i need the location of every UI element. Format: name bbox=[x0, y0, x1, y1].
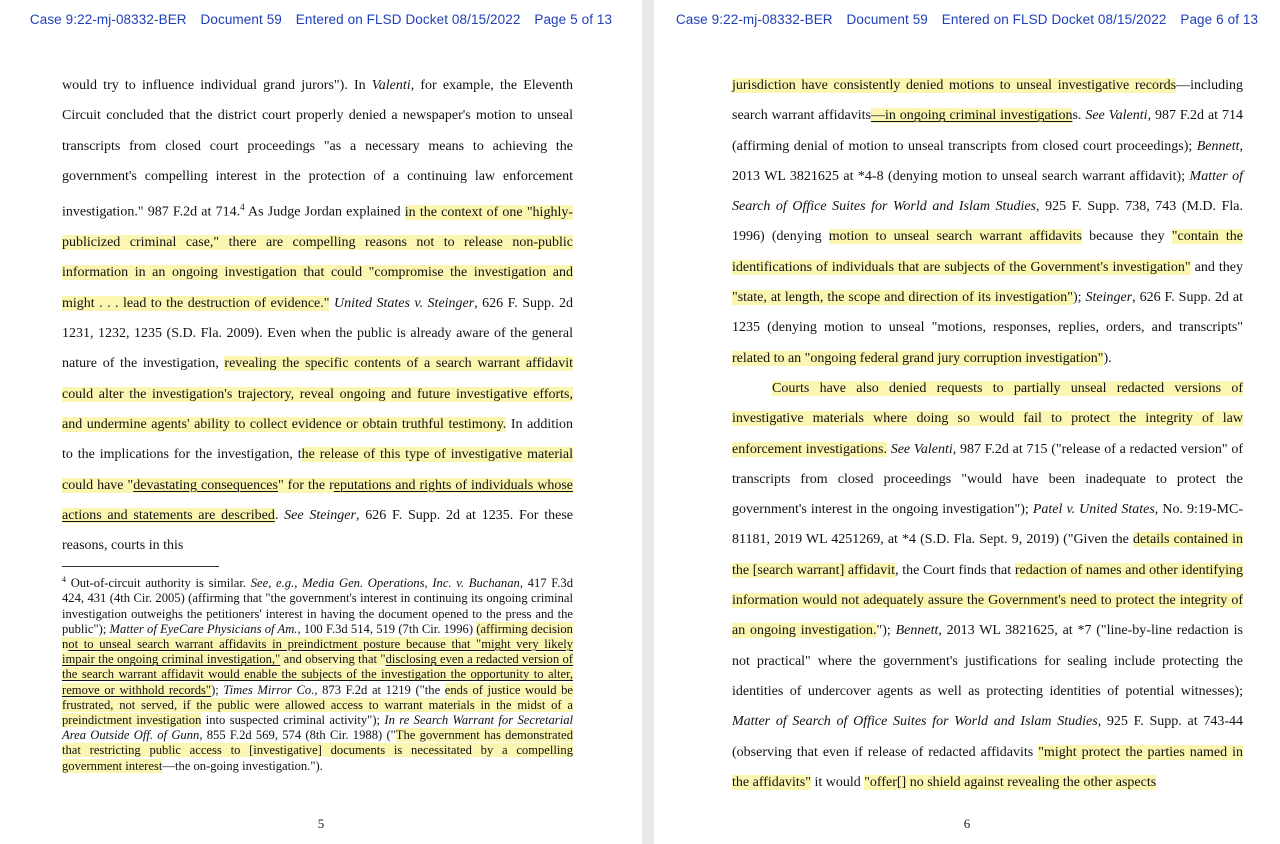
highlight: ends of justice would be frustrated, not served, if the public were allowed access to warrant materials in the midst of a preindictment investigation bbox=[62, 682, 574, 728]
highlight: The government has demonstrated that restricting public access to [investigative] documents is necessitated by a compelling government interest bbox=[62, 728, 573, 773]
highlight: in the context of one "highly-publicized criminal case," there are compelling reasons not to release non-public information in an ongoing investigation that could "compromise the investigation and might . . . lead to the destruction of evidence." bbox=[62, 204, 573, 311]
highlight: (affirming decision not to unseal search warrant affidavits in preindictment posture because that "might very likely impair the ongoing criminal investigation," and observing that "disclosing even a redacted version of the search warrant affidavit would enable the subjects of the investigation the opportunity to alter, remove or withhold records" bbox=[62, 621, 573, 697]
highlight: Courts have also denied requests to partially unseal redacted versions of investigative materials where doing so would fail to protect the integrity of law enforcement investigations. bbox=[732, 380, 1243, 457]
highlight: motion to unseal search warrant affidavits bbox=[828, 229, 1082, 245]
body-text bbox=[732, 71, 1243, 798]
paragraph: Courts have also denied requests to partially unseal redacted versions of investigative materials where doing so would fail to protect the integrity of law enforcement investigations. See Valenti, 987 F.2d at 715 ("release of a redacted version" of transcripts from closed proceedings "would have been inadequate to protect the government's interest in the ongoing investigation"); Patel v. United States, No. 9:19-MC-81181, 2019 WL 4251269, at *4 (S.D. Fla. Sept. 9, 2019) ("Given the details contained in the [search warrant] affidavit, the Court finds that redaction of names and other identifying information would not adequately assure the Government's need to protect the integrity of an ongoing investigation."); Bennett, 2013 WL 3821625, at *7 ("line-by-line redaction is not practical" where the government's justifications for sealing include protecting the identities of undercover agents as well as protecting identities of potential witnesses); Matter of Search of Office Suites for World and Islam Studies, 925 F. Supp. at 743-44 (observing that even if release of redacted affidavits "might protect the parties named in the affidavits" it would "offer[] no shield against revealing the other aspects bbox=[732, 380, 1244, 790]
case-number: Case 9:22-mj-08332-BER bbox=[675, 12, 833, 27]
highlight: related to an "ongoing federal grand jury corruption investigation" bbox=[732, 350, 1104, 366]
page-indicator: Page 5 of 13 bbox=[534, 12, 613, 27]
highlight: jurisdiction have consistently denied motions to unseal investigative records bbox=[732, 78, 1177, 93]
document-number: Document 59 bbox=[846, 12, 928, 27]
highlight: "offer[] no shield against revealing the other aspects bbox=[864, 774, 1157, 790]
docket-entry: Entered on FLSD Docket 08/15/2022 bbox=[295, 12, 521, 27]
docket-entry: Entered on FLSD Docket 08/15/2022 bbox=[941, 12, 1167, 27]
document-number: Document 59 bbox=[200, 12, 282, 27]
footnote: $^4$ Out-of-circuit authority is similar. See, e.g., Media Gen. Operations, Inc. v. Buchanan, 417 F.3d 424, 431 (4th Cir. 2005) (affirming that "the government's interest in continuing its ongoing criminal investigation outweighs the petitioners' interest in having the document opened to the press and the public"); Matter of EyeCare Physicians of Am., 100 F.3d 514, 519 (7th Cir. 1996) (affirming decision not to unseal search warrant affidavits in preindictment posture because that "might very likely impair the ongoing criminal investigation," and observing that "disclosing even a redacted version of the search warrant affidavit would enable the subjects of the investigation the opportunity to alter, remove or withhold records"); Times Mirror Co., 873 F.2d at 1219 ("the ends of justice would be frustrated, not served, if the public were allowed access to warrant materials in the midst of a preindictment investigation into suspected criminal activity"); In re Search Warrant for Secretarial Area Outside Off. of Gunn, 855 F.2d 569, 574 (8th Cir. 1988) ("The government has demonstrated that restricting public access to [investigative] documents is necessitated by a compelling government interest—the on-going investigation."). bbox=[62, 575, 574, 773]
highlight: —in ongoing criminal investigation bbox=[870, 108, 1073, 124]
highlight: "contain the identifications of individuals that are subjects of the Government's investigation" bbox=[732, 229, 1243, 275]
highlight: he release of this type of investigative material could have "devastating consequences" for the reputations and rights of individuals whose actions and statements are described bbox=[62, 447, 573, 523]
paragraph: jurisdiction have consistently denied motions to unseal investigative records—including search warrant affidavits—in ongoing criminal investigations. See Valenti, 987 F.2d at 714 (affirming denial of motion to unseal transcripts from closed court proceedings); Bennett, 2013 WL 3821625 at *4-8 (denying motion to unseal search warrant affidavit); Matter of Search of Office Suites for World and Islam Studies, 925 F. Supp. 738, 743 (M.D. Fla. 1996) (denying motion to unseal search warrant affidavits because they "contain the identifications of individuals that are subjects of the Government's investigation" and they "state, at length, the scope and direction of its investigation"); Steinger, 626 F. Supp. 2d at 1235 (denying motion to unseal "motions, responses, replies, orders, and transcripts" related to an "ongoing federal grand jury corruption investigation"). bbox=[732, 78, 1243, 366]
paragraph: would try to influence individual grand jurors"). In Valenti, for example, the Eleventh Circuit concluded that the district court properly denied a newspaper's motion to unseal transcripts from closed court proceedings "as a necessary means to achieving the government's compelling interest in the protection of a continuing law enforcement investigation." 987 F.2d at 714.$^4$ As Judge Jordan explained in the context of one "highly-publicized criminal case," there are compelling reasons not to release non-public information in an ongoing investigation that could "compromise the investigation and might . . . lead to the destruction of evidence." United States v. Steinger, 626 F. Supp. 2d 1231, 1232, 1235 (S.D. Fla. 2009). Even when the public is already aware of the general nature of the investigation, revealing the specific contents of a search warrant affidavit could alter the investigation's trajectory, reveal ongoing and future investigative efforts, and undermine agents' ability to collect evidence or obtain truthful testimony. In addition to the implications for the investigation, the release of this type of investigative material could have "devastating consequences" for the reputations and rights of individuals whose actions and statements are described. See Steinger, 626 F. Supp. 2d at 1235. For these reasons, courts in this bbox=[62, 78, 574, 554]
highlight: details contained in the [search warrant] affidavit bbox=[732, 532, 1243, 578]
case-number: Case 9:22-mj-08332-BER bbox=[29, 12, 187, 27]
footnote-ref[interactable]: 4 bbox=[240, 202, 245, 213]
page-number: 6 bbox=[963, 816, 971, 831]
highlight: "might protect the parties named in the affidavits" bbox=[732, 744, 1243, 790]
page-header bbox=[654, 12, 1280, 27]
document-page-6 bbox=[654, 0, 1280, 844]
highlight: redaction of names and other identifying information would not adequately assure the Government's need to protect the integrity of an ongoing investigation. bbox=[732, 562, 1243, 639]
page-indicator: Page 6 of 13 bbox=[1180, 12, 1259, 27]
footnote-divider bbox=[62, 566, 219, 567]
highlight: revealing the specific contents of a search warrant affidavit could alter the investigation's trajectory, reveal ongoing and future investigative efforts, and undermine agents' ability to collect evidence or obtain truthful testimony. bbox=[62, 356, 573, 432]
page-number: 5 bbox=[317, 816, 325, 831]
body-text bbox=[62, 71, 573, 561]
page-header bbox=[0, 12, 642, 27]
highlight: "state, at length, the scope and direction of its investigation" bbox=[732, 290, 1073, 306]
